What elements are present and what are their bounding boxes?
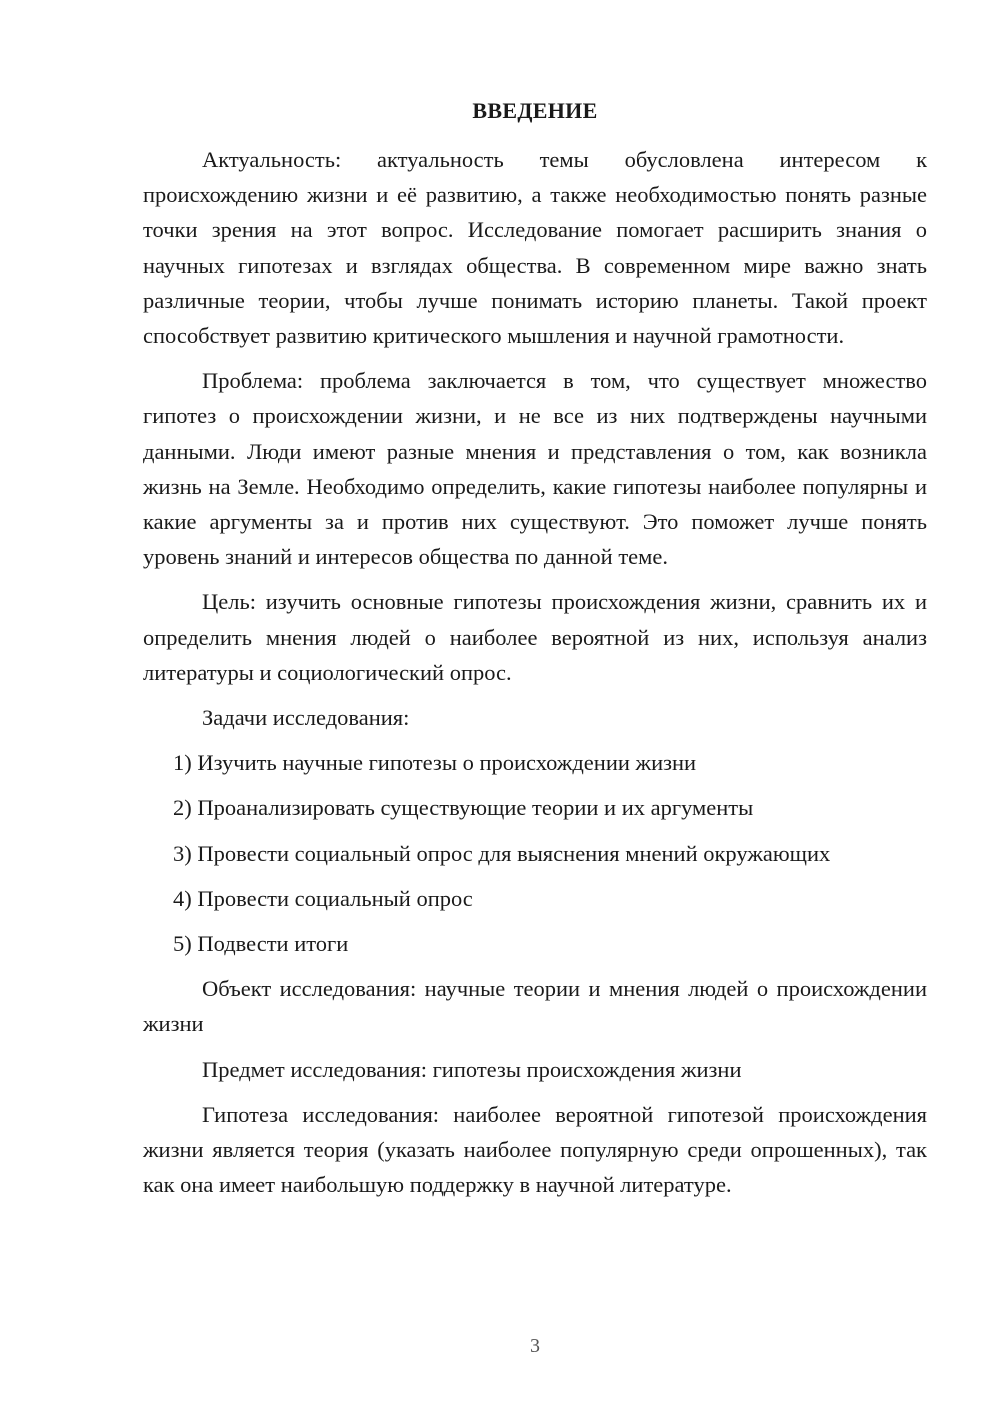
document-body xyxy=(143,142,927,1212)
task-item-5: 5) Подвести итоги xyxy=(173,931,349,957)
task-item-2: 2) Проанализировать существующие теории и их аргументы xyxy=(173,795,754,821)
paragraph-problem: Проблема: проблема заключается в том, что существует множество гипотез о происхождении жизни, и не все из них подтверждены научными данными. Люди имеют разные мнения и представления о том, как возникла жизнь на Земле. Необходимо определить, какие гипотезы наиболее популярны и какие аргументы за и против них существуют. Это поможет лучше понять уровень знаний и интересов общества по данной теме. xyxy=(143,368,927,570)
task-item-1: 1) Изучить научные гипотезы о происхождении жизни xyxy=(173,750,697,776)
tasks-heading: Задачи исследования: xyxy=(202,705,410,731)
tasks-list xyxy=(143,745,927,961)
paragraph-object: Объект исследования: научные теории и мнения людей о происхождении жизни xyxy=(143,976,927,1037)
paragraph-hypothesis: Гипотеза исследования: наиболее вероятной гипотезой происхождения жизни является теория (указать наиболее популярную среди опрошенных), так как она имеет наибольшую поддержку в научной литературе. xyxy=(143,1101,927,1198)
paragraph-relevance: Актуальность: актуальность темы обусловлена интересом к происхождению жизни и её развитию, а также необходимостью понять разные точки зрения на этот вопрос. Исследование помогает расширить знания о научных гипотезах и взглядах общества. В современном мире важно знать различные теории, чтобы лучше понимать историю планеты. Такой проект способствует развитию критического мышления и научной грамотности. xyxy=(143,147,927,349)
page-number: 3 xyxy=(530,1335,540,1357)
paragraph-goal: Цель: изучить основные гипотезы происхождения жизни, сравнить их и определить мнения людей о наиболее вероятной из них, используя анализ литературы и социологический опрос. xyxy=(143,589,927,685)
paragraph-subject: Предмет исследования: гипотезы происхождения жизни xyxy=(202,1056,742,1082)
task-item-4: 4) Провести социальный опрос xyxy=(173,885,473,911)
page-title: ВВЕДЕНИЕ xyxy=(472,98,598,123)
task-item-3: 3) Провести социальный опрос для выяснения мнений окружающих xyxy=(173,840,831,866)
